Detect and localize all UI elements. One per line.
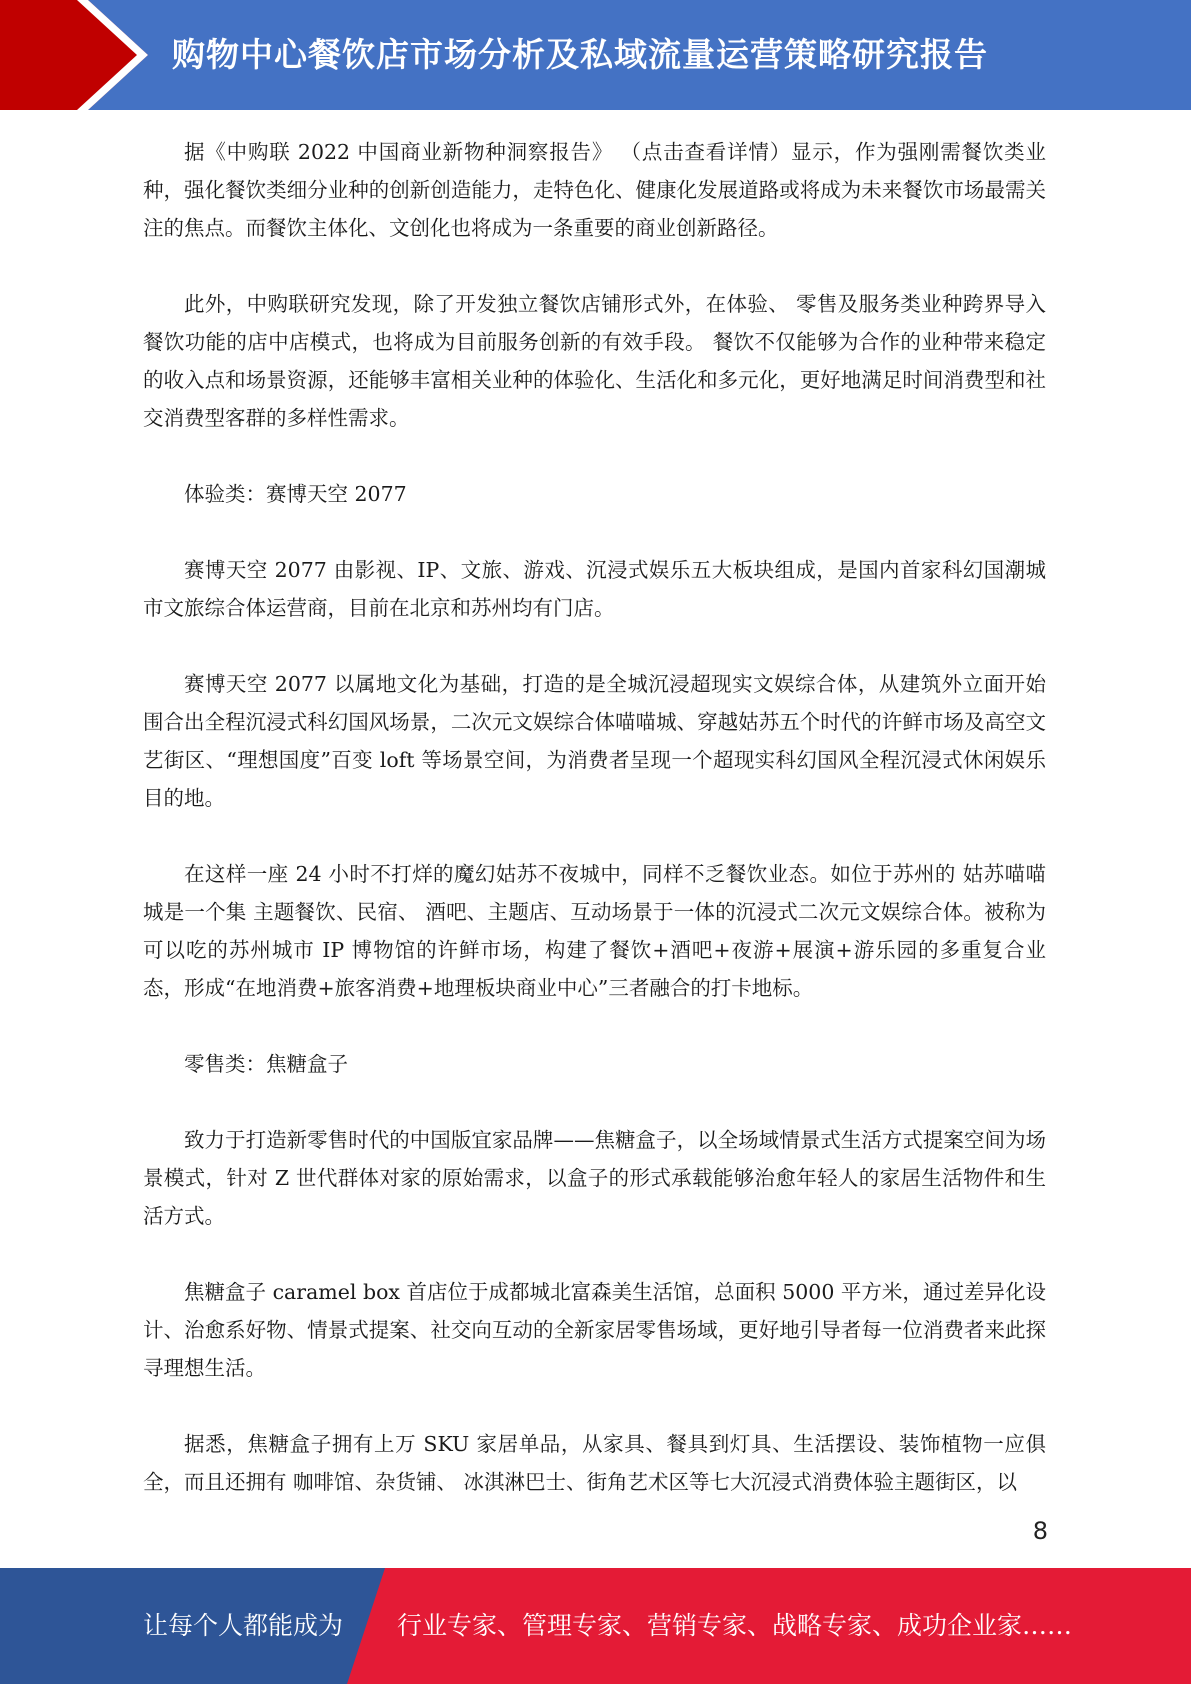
footer-slogan-left: 让每个人都能成为 bbox=[143, 1611, 344, 1640]
page-number: 8 bbox=[1032, 1517, 1048, 1545]
report-title: 购物中心餐饮店市场分析及私域流量运营策略研究报告 bbox=[172, 35, 988, 74]
paragraph-caramel-box-intro: 致力于打造新零售时代的中国版宜家品牌——焦糖盒子，以全场域情景式生活方式提案空间为场景模式，针对 Z 世代群体对家的原始需求，以盒子的形式承载能够治愈年轻人的家居生活物件和生活方式。 bbox=[143, 1128, 1046, 1228]
section-heading-experience: 体验类：赛博天空 2077 bbox=[184, 482, 407, 506]
paragraph-cross-industry: 此外，中购联研究发现，除了开发独立餐饮店铺形式外，在体验、 零售及服务类业种跨界导入 餐饮功能的店中店模式，也将成为目前服务创新的有效手段。 餐饮不仅能够为合作的业种带来稳定的收入点和场景资源，还能够丰富相关业种的体验化、生活化和多元化，更好地满足时间消费型和社交消费型客群的多样性需求。 bbox=[143, 292, 1046, 430]
header-red-chevron bbox=[0, 0, 148, 110]
paragraph-intro: 据《中购联 2022 中国商业新物种洞察报告》 （点击查看详情）显示，作为强刚需餐饮类业种，强化餐饮类细分业种的创新创造能力，走特色化、健康化发展道路或将成为未来餐饮市场最需关注的焦点。而餐饮主体化、文创化也将成为一条重要的商业创新路径。 bbox=[143, 140, 1046, 240]
paragraph-caramel-box-store: 焦糖盒子 caramel box 首店位于成都城北富森美生活馆，总面积 5000 平方米，通过差异化设计、治愈系好物、情景式提案、社交向互动的全新家居零售场域，更好地引导者每一位消费者来此探寻理想生活。 bbox=[143, 1280, 1046, 1380]
footer-slogan-right: 行业专家、管理专家、营销专家、战略专家、成功企业家…… bbox=[397, 1611, 1073, 1640]
paragraph-cyber-sky-detail: 赛博天空 2077 以属地文化为基础，打造的是全城沉浸超现实文娱综合体，从建筑外立面开始围合出全程沉浸式科幻国风场景，二次元文娱综合体喵喵城、穿越姑苏五个时代的许鲜市场及高空文艺街区、“理想国度”百变 loft 等场景空间，为消费者呈现一个超现实科幻国风全程沉浸式休闲娱乐目的地。 bbox=[143, 672, 1046, 810]
paragraph-cyber-sky-overview: 赛博天空 2077 由影视、IP、文旅、游戏、沉浸式娱乐五大板块组成，是国内首家科幻国潮城市文旅综合体运营商，目前在北京和苏州均有门店。 bbox=[143, 558, 1046, 620]
page-header bbox=[0, 0, 1191, 110]
paragraph-cyber-sky-dining: 在这样一座 24 小时不打烊的魔幻姑苏不夜城中，同样不乏餐饮业态。如位于苏州的 姑苏喵喵城是一个集 主题餐饮、民宿、 酒吧、主题店、互动场景于一体的沉浸式二次元文娱综合体。被称为 可以吃的苏州城市 IP 博物馆的许鲜市场，构建了餐饮+酒吧+夜游+展演+游乐园的多重复合业态，形成“在地消费+旅客消费+地理板块商业中心”三者融合的打卡地标。 bbox=[143, 862, 1046, 1000]
page-footer bbox=[0, 1568, 1191, 1684]
document-body bbox=[143, 133, 1046, 1501]
section-heading-retail: 零售类：焦糖盒子 bbox=[184, 1052, 348, 1076]
paragraph-caramel-box-products: 据悉，焦糖盒子拥有上万 SKU 家居单品，从家具、餐具到灯具、生活摆设、装饰植物一应俱全，而且还拥有 咖啡馆、杂货铺、 冰淇淋巴士、街角艺术区等七大沉浸式消费体验主题街区，以 bbox=[143, 1432, 1046, 1494]
